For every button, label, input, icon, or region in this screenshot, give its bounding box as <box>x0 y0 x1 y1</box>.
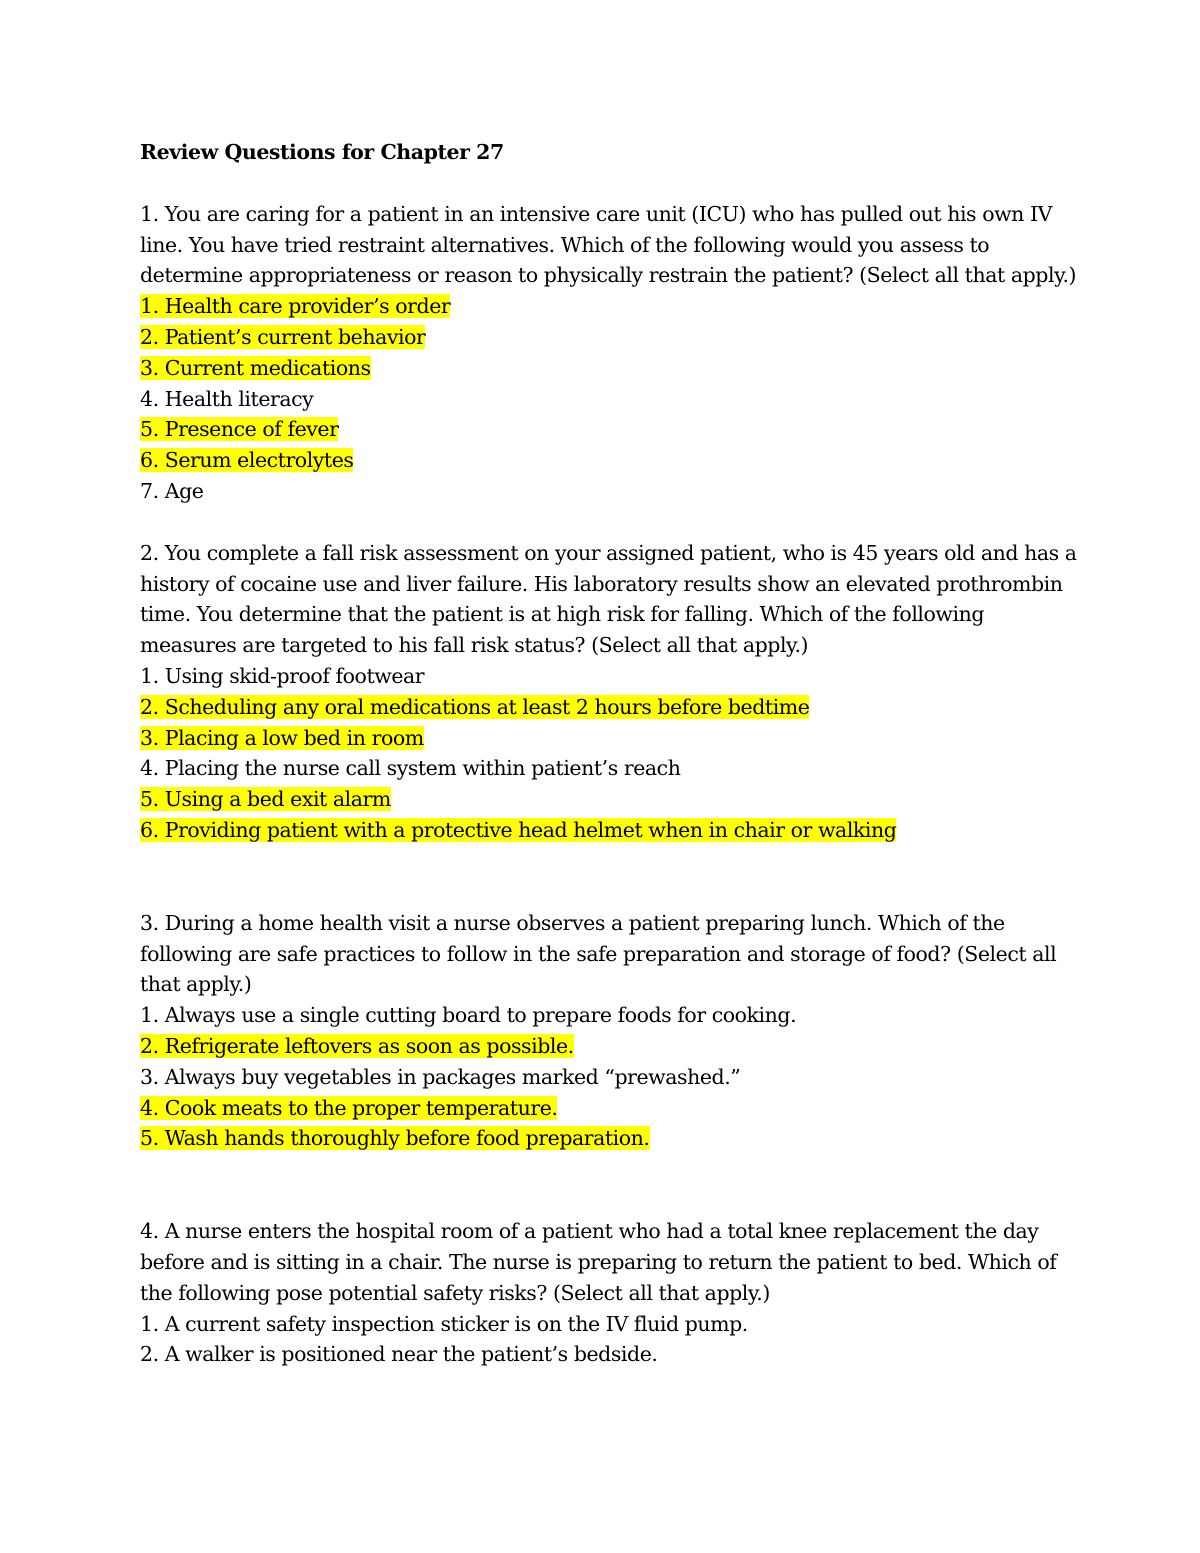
highlighted-answer: 2. Scheduling any oral medications at least 2 hours before bedtime <box>140 694 810 719</box>
document-page <box>140 137 1080 1370</box>
answer-text: 4. Health literacy <box>140 386 314 411</box>
answer-text: 2. A walker is positioned near the patient’s bedside. <box>140 1342 658 1367</box>
highlighted-answer: 4. Cook meats to the proper temperature. <box>140 1095 558 1120</box>
answer-option <box>140 1062 1080 1093</box>
highlighted-answer: 5. Wash hands thoroughly before food preparation. <box>140 1126 650 1151</box>
answer-option <box>140 322 1080 353</box>
answer-text: 4. Placing the nurse call system within patient’s reach <box>140 756 681 781</box>
answer-option <box>140 661 1080 692</box>
question-3 <box>140 908 1080 1154</box>
answer-option <box>140 353 1080 384</box>
answer-option <box>140 1031 1080 1062</box>
answer-text: 3. Always buy vegetables in packages marked “prewashed.” <box>140 1064 741 1089</box>
answer-option <box>140 784 1080 815</box>
question-stem: 1. You are caring for a patient in an intensive care unit (ICU) who has pulled out his own IV line. You have tried restraint alternatives. Which of the following would you assess to determine appropriateness or reason to physically restrain the patient? (Select all that apply.) <box>140 201 1077 288</box>
answer-text: 1. A current safety inspection sticker is on the IV fluid pump. <box>140 1311 748 1336</box>
answer-option <box>140 1123 1080 1154</box>
highlighted-answer: 2. Patient’s current behavior <box>140 324 426 349</box>
question-2 <box>140 538 1080 846</box>
highlighted-answer: 2. Refrigerate leftovers as soon as possible. <box>140 1033 574 1058</box>
highlighted-answer: 3. Placing a low bed in room <box>140 725 424 750</box>
highlighted-answer: 6. Serum electrolytes <box>140 448 354 473</box>
answer-option <box>140 384 1080 415</box>
answer-option <box>140 1309 1080 1340</box>
answer-option <box>140 445 1080 476</box>
answer-text: 1. Using skid-proof footwear <box>140 663 425 688</box>
answer-option <box>140 476 1080 507</box>
question-4 <box>140 1216 1080 1370</box>
answer-text: 7. Age <box>140 478 204 503</box>
spacer <box>140 1154 1080 1216</box>
document-title: Review Questions for Chapter 27 <box>140 140 504 164</box>
highlighted-answer: 3. Current medications <box>140 355 371 380</box>
answer-option <box>140 1339 1080 1370</box>
answer-option <box>140 692 1080 723</box>
highlighted-answer: 5. Using a bed exit alarm <box>140 787 391 812</box>
highlighted-answer: 5. Presence of fever <box>140 417 339 442</box>
answer-option <box>140 414 1080 445</box>
question-stem: 2. You complete a fall risk assessment on your assigned patient, who is 45 years old and has a history of cocaine use and liver failure. His laboratory results show an elevated prothrombin time. You determine that the patient is at high risk for falling. Which of the following measures are targeted to his fall risk status? (Select all that apply.) <box>140 540 1077 658</box>
spacer <box>140 168 1080 199</box>
spacer <box>140 507 1080 538</box>
answer-option <box>140 723 1080 754</box>
answer-option <box>140 753 1080 784</box>
answer-text: 1. Always use a single cutting board to prepare foods for cooking. <box>140 1003 797 1028</box>
spacer <box>140 846 1080 908</box>
answer-option <box>140 815 1080 846</box>
question-1 <box>140 199 1080 507</box>
answer-option <box>140 291 1080 322</box>
answer-option <box>140 1093 1080 1124</box>
answer-option <box>140 1000 1080 1031</box>
highlighted-answer: 1. Health care provider’s order <box>140 294 451 319</box>
question-stem: 3. During a home health visit a nurse observes a patient preparing lunch. Which of the following are safe practices to follow in the safe preparation and storage of food? (Select all that apply.) <box>140 910 1057 997</box>
question-stem: 4. A nurse enters the hospital room of a patient who had a total knee replacement the day before and is sitting in a chair. The nurse is preparing to return the patient to bed. Which of the following pose potential safety risks? (Select all that apply.) <box>140 1219 1057 1305</box>
highlighted-answer: 6. Providing patient with a protective head helmet when in chair or walking <box>140 817 897 842</box>
